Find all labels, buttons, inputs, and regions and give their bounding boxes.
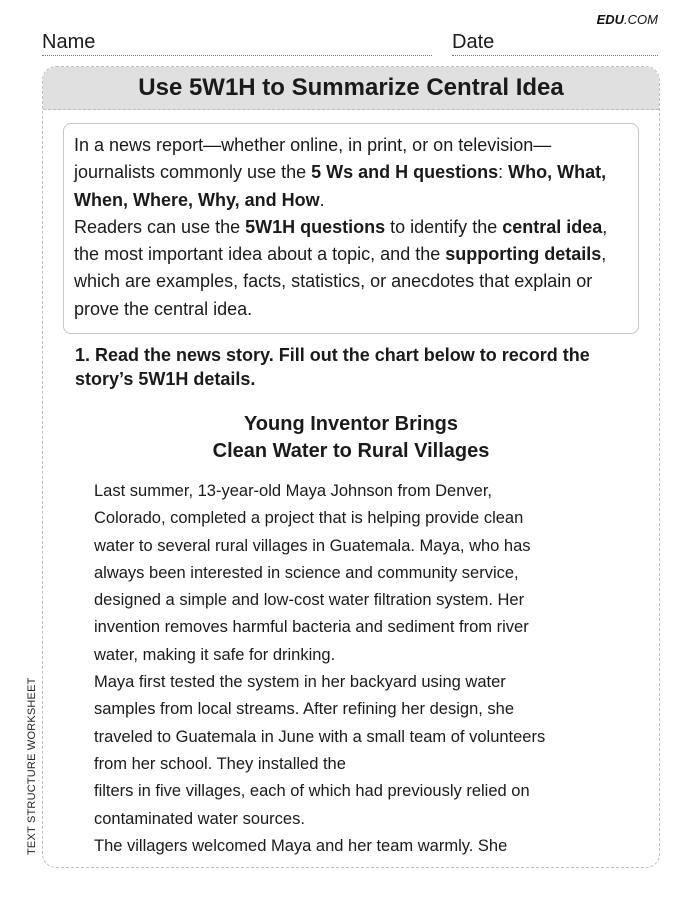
- story-line: contaminated water sources.: [94, 809, 305, 828]
- task-instruction: 1. Read the news story. Fill out the chart below to record the story’s 5W1H details.: [75, 345, 590, 389]
- intro-paragraph-2: Readers can use the 5W1H questions to identify the central idea, the most important idea about a topic, and the supporting details, which are examples, facts, statistics, or anecdotes that explain or prove the central idea.: [74, 216, 608, 319]
- date-label: Date: [452, 31, 495, 53]
- story-line: Last summer, 13-year-old Maya Johnson from Denver,: [94, 482, 493, 500]
- name-label: Name: [42, 31, 96, 53]
- story-line: always been interested in science and community service,: [94, 563, 519, 582]
- intro-paragraph-1: In a news report—whether online, in print, or on television—journalists commonly use the 5 Ws and H questions: Who, What, When, Where, Why, and How.: [74, 135, 607, 210]
- story-title: Young Inventor Brings Clean Water to Rural Villages: [212, 413, 490, 462]
- story-line: samples from local streams. After refining her design, she: [94, 700, 515, 719]
- name-field[interactable]: [42, 31, 432, 56]
- side-label: TEXT STRUCTURE WORKSHEET: [26, 677, 38, 855]
- page-title: Use 5W1H to Summarize Central Idea: [43, 67, 659, 110]
- story-line: invention removes harmful bacteria and sediment from river: [94, 618, 529, 637]
- story-line: water, making it safe for drinking.: [94, 645, 336, 664]
- story-body: [94, 478, 614, 860]
- story-line: Colorado, completed a project that is helping provide clean: [94, 509, 524, 528]
- story-line: from her school. They installed the: [94, 754, 346, 773]
- story-line: filters in five villages, each of which had previously relied on: [94, 782, 530, 801]
- story-line: designed a simple and low-cost water filtration system. Her: [94, 591, 525, 610]
- date-field[interactable]: [452, 31, 658, 56]
- intro-box: [63, 123, 639, 334]
- brand-logo: EDU.COM: [596, 12, 658, 27]
- story-line: The villagers welcomed Maya and her team warmly. She: [94, 836, 508, 855]
- story-line: water to several rural villages in Guatemala. Maya, who has: [94, 536, 531, 555]
- story-line: Maya first tested the system in her backyard using water: [94, 673, 506, 692]
- worksheet-frame: [42, 66, 660, 868]
- story-line: traveled to Guatemala in June with a small team of volunteers: [94, 727, 546, 746]
